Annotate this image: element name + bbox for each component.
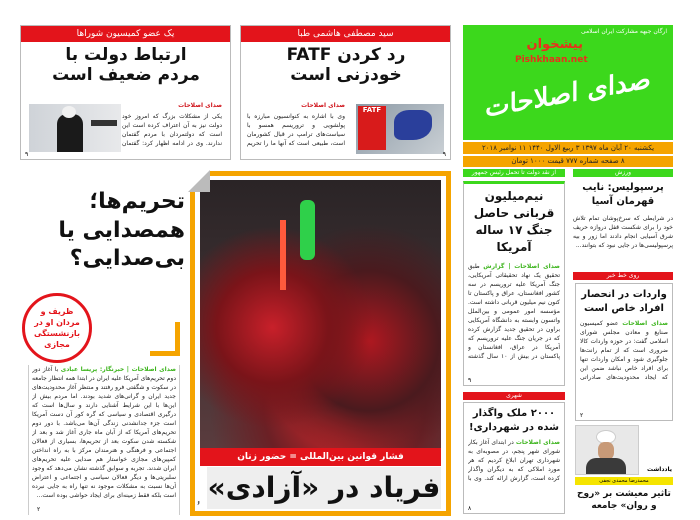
story-headline[interactable]: ارتباط دولت با مردم ضعیف است xyxy=(52,45,200,85)
masthead-title: صدای اصلاحات xyxy=(485,64,651,124)
story-municipality[interactable] xyxy=(463,402,565,514)
page-number: ۹ xyxy=(468,377,472,384)
fatf-logo: FATF xyxy=(358,106,386,150)
photo-story-headline[interactable]: فریاد در «آزادی» xyxy=(207,467,441,509)
story-fatf[interactable] xyxy=(240,25,451,160)
story-body: در ابتدای آغاز بکار شورای شهر پنجم، در مصوبه‌ای به شهرداری تهران ابلاغ کردیم که هر مورد املاکی که به دیگران واگذار کرده است، گزارش ارائه کند. وی با xyxy=(468,439,560,482)
story-headline[interactable]: واردات در انحصار افراد خاص است xyxy=(581,289,667,314)
story-headline[interactable]: تاثیر معیشت بر «روح و روان» جامعه xyxy=(577,489,671,511)
story-persepolis[interactable] xyxy=(573,181,673,269)
story-body: در شرایطی که سرخ‌پوشان تمام تلاش خود را برای شکست قفل دروازه حریف شرق آسیایی انجام دادند اما زور و بیه پرسپولیسی‌ها در جایی نبود که بتوانند... xyxy=(573,215,673,249)
stamp-text: ظریف و مردان او در بازنشستگی مجازی xyxy=(34,307,80,349)
right2-kicker: روی خط خبر xyxy=(573,272,673,280)
story-headline[interactable]: پرسپولیس: نایب قهرمان آسیا xyxy=(582,182,664,207)
watermark-url: Pishkhaan.net xyxy=(515,55,588,65)
mid2-kicker: شهری xyxy=(463,392,565,400)
masthead xyxy=(463,25,673,140)
story-kicker: یک عضو کمیسیون شوراها xyxy=(21,26,230,42)
story-source: صدای اصلاحات xyxy=(178,102,222,109)
mid-column-kicker: از نقد دولت تا تحمل رئیس جمهور xyxy=(463,169,565,177)
cleric-photo xyxy=(575,425,639,475)
page-number: ۹ xyxy=(442,151,446,158)
page-curl-icon xyxy=(188,170,210,192)
story-source: صدای اصلاحات xyxy=(622,320,668,327)
story-source: صدای اصلاحات | گزارش xyxy=(483,263,560,270)
lead-source: صدای اصلاحات | خبرنگار: پریسا عبادی xyxy=(60,366,176,373)
page-number: ۸ xyxy=(468,505,472,512)
story-source: صدای اصلاحات xyxy=(301,102,345,109)
lead-body: با آغاز دور دوم تحریم‌های آمریکا علیه ایران در ابتدا همه انتظار جامعه در سکوت و شگفتی فرو رفتند و منتظر آغاز محدودیت‌های جدید ایران و گرانی‌های شدید بودند. اما مردم بیش از این‌ها با این شرایط آشنایی دارند و سال‌ها است که درگیری اقتصادی و سیاسی که گره کور آن دست آمریکا است جزء جدانشدنی زندگی آن‌ها می‌باشد. با دور دوم تحریم‌های آمریکا که از آبان ماه جاری آغاز شد و بعد از شکسته شدن سکوت بعد از تحریم‌ها، بسیاری از فعالان اجتماعی و فرهنگی و هنرمندان مرکز با به راه انداختن کمپین‌های مجازی خواستار هم صدایی علیه تحریم‌های ایران شدند. تجربه و سوابق گذشته نشان می‌دهد که وجود سلبریتی‌ها و دیگر فعالان سیاسی و اجتماعی و اعتراض آن‌ها نسبت به مشکلات موجود نه تنها راه به جایی نبرده است بلکه فقط زمینه‌ای برای ایجاد حواشی بوده است... xyxy=(32,366,176,499)
issue-bar: ۸ صفحه شماره ۷۷۷ قیمت ۱۰۰۰ تومان xyxy=(463,156,673,167)
column-label: یادداشت xyxy=(647,466,672,473)
story-body: یکی از مشکلات بزرگ که امروز خود دولت نیز به آن اعتراف کرده است این است که دولتمردان با مردم گفتمان ندارند. وی در ادامه اظهار کرد: گفتمان xyxy=(122,113,222,147)
story-headline[interactable]: رد کردن FATF خودزنی است xyxy=(286,45,406,85)
story-imports[interactable] xyxy=(575,283,673,421)
masthead-tagline: ارگان جبهه مشارکت ایران اسلامی xyxy=(580,28,667,35)
story-source: صدای اصلاحات xyxy=(515,439,560,446)
page-number: ۶ xyxy=(197,500,201,507)
lead-text-column xyxy=(28,365,180,515)
rouhani-photo xyxy=(29,104,121,152)
story-kicker: سید مصطفی هاشمی طبا xyxy=(241,26,450,42)
page-number: ۲ xyxy=(37,506,41,513)
story-war-victims[interactable] xyxy=(463,181,565,386)
watermark-logo: پیشخوان xyxy=(526,37,583,52)
photo-caption: فشار قوانین بین‌المللی = حضور زنان xyxy=(200,448,441,466)
photo-story-frame[interactable] xyxy=(190,171,451,516)
story-headline[interactable]: ۲۰۰۰ ملک واگذار شده در شهرداری! xyxy=(468,408,560,433)
lead-headline[interactable]: تحریم‌ها؛ همصدایی یا بی‌صدایی؟ xyxy=(58,189,185,272)
women-fans-photo xyxy=(200,180,441,448)
right-column-kicker: ورزش xyxy=(573,169,673,177)
story-body: عضو کمیسیون صنایع و معادن مجلس شورای اسلامی گفت: در حوزه واردات کالا ضروری است که از تمام رانت‌ها جلوگیری شود و امکان واردات تنها برای افراد خاص نباشد ضمن این که ایجاد محدودیت‌های صادراتی xyxy=(580,320,668,381)
story-body: طبق تحقیق یک نهاد تحقیقاتی آمریکایی، جنگ آمریکا علیه تروریسم در سه کشور افغانستان، عراق و پاکستان تا کنون نیم میلیون قربانی داشته است. مؤسسه امور عمومی و بین‌الملل واتسون وابسته به دانشگاه آمریکایی براون در تحقیق جدید گزارش کرده که در جریان جنگ علیه تروریسم که آمریکا در عراق، افغانستان و پاکستان در بیش از ۱۰ سال گذشته xyxy=(468,263,560,360)
author-caption: محمدرضا محمدی نجفی xyxy=(575,477,673,485)
story-government-relations[interactable] xyxy=(20,25,231,160)
date-bar: یکشنبه ۲۰ آبان ماه ۱۳۹۷ ۳ ربیع الاول ۱۴۴۰ ۱۱ نوامبر ۲۰۱۸ xyxy=(463,142,673,154)
story-body: وی با اشاره به کنوانسیون مبارزه با پولشویی و تروریسم همسو با سیاست‌های ترامپ در قبال کشورمان است، طبیعی است که آنها ما را تحریم xyxy=(247,113,345,147)
fatf-map-photo xyxy=(356,104,444,154)
corner-decoration xyxy=(150,322,180,356)
page-number: ۹ xyxy=(25,151,29,158)
story-headline[interactable]: نیم‌میلیون قربانی حاصل جنگ ۱۷ ساله آمریکا xyxy=(473,189,555,254)
stamp-badge[interactable] xyxy=(22,293,92,363)
page-number: ۲ xyxy=(580,412,584,419)
